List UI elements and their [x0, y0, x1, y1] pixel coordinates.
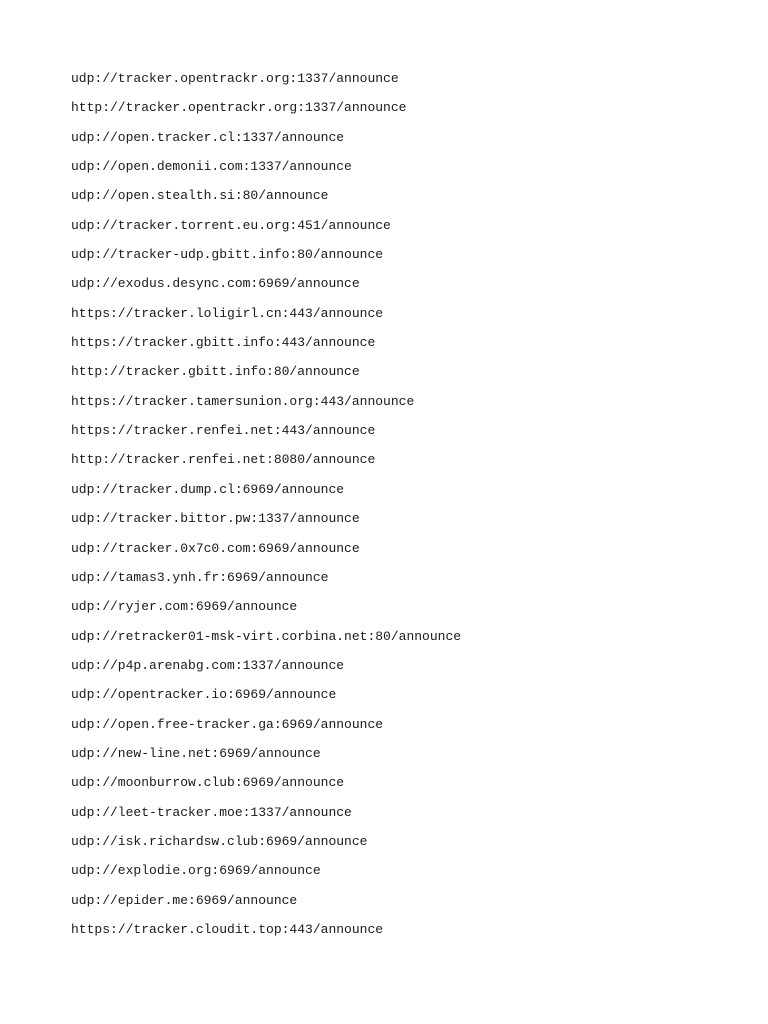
tracker-url-line: https://tracker.tamersunion.org:443/announce — [71, 393, 415, 409]
tracker-url-line: udp://new-line.net:6969/announce — [71, 745, 321, 761]
tracker-url-line: udp://open.stealth.si:80/announce — [71, 188, 329, 204]
tracker-url-line: udp://tracker.0x7c0.com:6969/announce — [71, 540, 360, 556]
tracker-url-line: udp://open.tracker.cl:1337/announce — [71, 129, 345, 145]
tracker-url-line: udp://explodie.org:6969/announce — [71, 863, 321, 879]
tracker-url-line: udp://epider.me:6969/announce — [71, 892, 298, 908]
tracker-url-line: http://tracker.opentrackr.org:1337/announce — [71, 100, 407, 116]
tracker-url-line: udp://ryjer.com:6969/announce — [71, 599, 298, 615]
tracker-url-line: udp://tracker.opentrackr.org:1337/announce — [71, 71, 399, 86]
tracker-url-line: udp://p4p.arenabg.com:1337/announce — [71, 657, 345, 673]
tracker-url-line: udp://moonburrow.club:6969/announce — [71, 775, 345, 791]
tracker-url-line: https://tracker.gbitt.info:443/announce — [71, 335, 376, 351]
tracker-url-line: udp://opentracker.io:6969/announce — [71, 687, 337, 703]
tracker-url-line: udp://open.demonii.com:1337/announce — [71, 159, 352, 175]
tracker-url-line: udp://retracker01-msk-virt.corbina.net:80/announce — [71, 628, 462, 644]
tracker-url-line: udp://exodus.desync.com:6969/announce — [71, 276, 360, 292]
tracker-url-line: udp://tracker.bittor.pw:1337/announce — [71, 511, 360, 527]
tracker-url-line: udp://leet-tracker.moe:1337/announce — [71, 804, 352, 820]
tracker-url-line: udp://tracker-udp.gbitt.info:80/announce — [71, 247, 384, 263]
tracker-url-line: https://tracker.cloudit.top:443/announce — [71, 921, 384, 937]
tracker-url-line: udp://open.free-tracker.ga:6969/announce — [71, 716, 384, 732]
tracker-url-line: udp://tamas3.ynh.fr:6969/announce — [71, 569, 329, 585]
tracker-url-line: udp://isk.richardsw.club:6969/announce — [71, 833, 368, 849]
tracker-url-line: http://tracker.renfei.net:8080/announce — [71, 452, 376, 468]
tracker-list — [71, 71, 461, 951]
tracker-url-line: udp://tracker.dump.cl:6969/announce — [71, 481, 345, 497]
tracker-url-line: https://tracker.loligirl.cn:443/announce — [71, 305, 384, 321]
tracker-url-line: https://tracker.renfei.net:443/announce — [71, 423, 376, 439]
tracker-url-line: http://tracker.gbitt.info:80/announce — [71, 364, 360, 380]
tracker-url-line: udp://tracker.torrent.eu.org:451/announce — [71, 217, 391, 233]
